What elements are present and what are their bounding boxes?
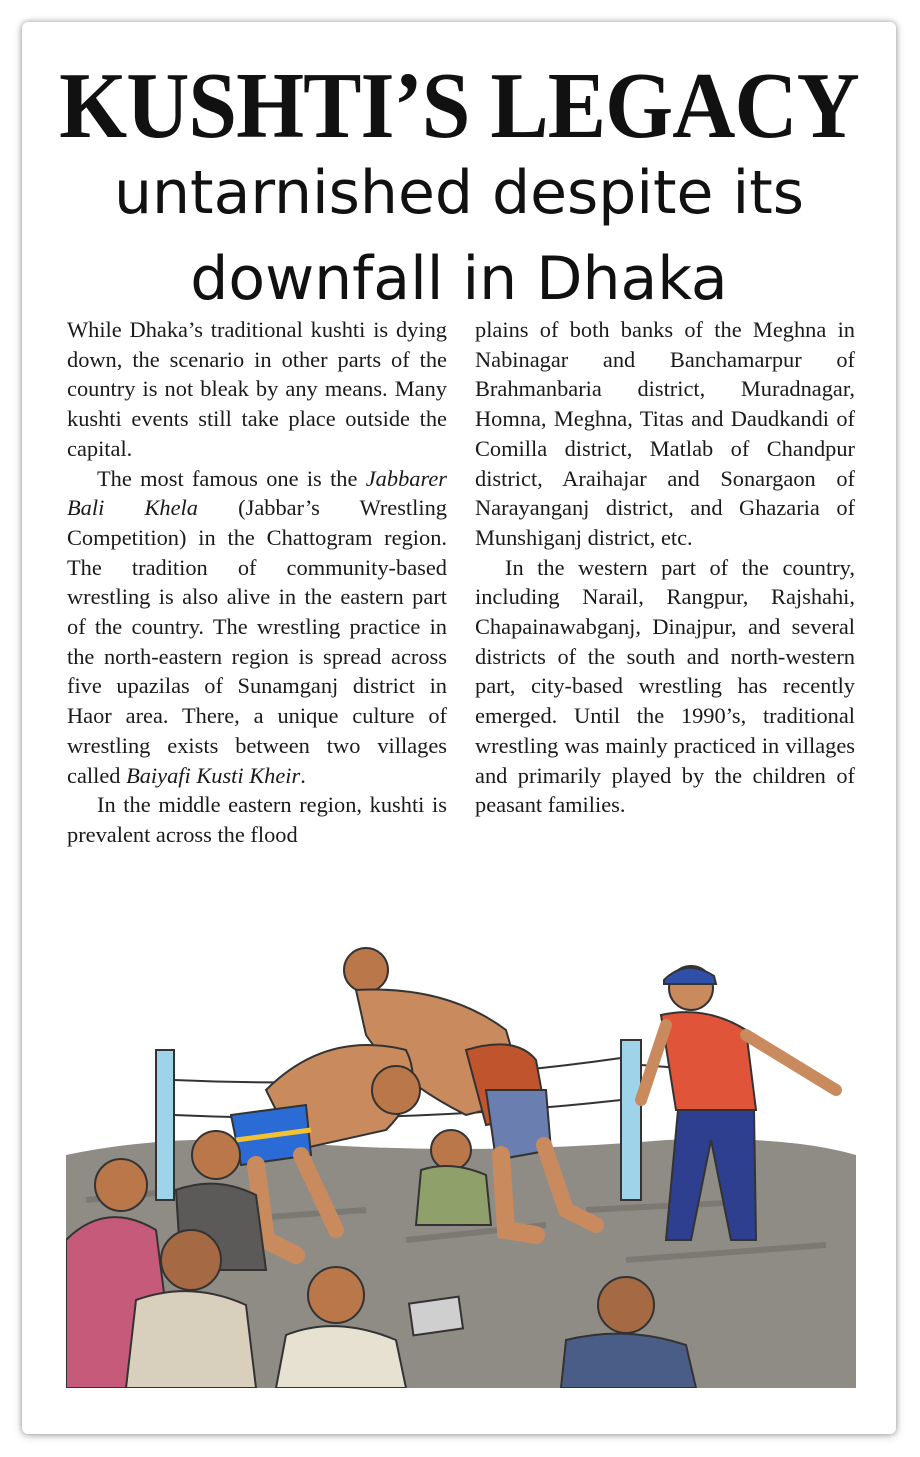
left-column	[67, 315, 447, 850]
ring-post-right	[621, 1040, 641, 1200]
paragraph: While Dhaka’s traditional kushti is dying down, the scenario in other parts of the country is not bleak by any means. Many kushti events still take place outside the capital.	[67, 317, 447, 461]
paragraph: In the middle eastern region, kushti is prevalent across the flood	[67, 792, 447, 847]
italic-term: Jabbarer Bali Khela	[67, 465, 447, 521]
paragraph: In the western part of the country, including Narail, Rangpur, Rajshahi, Chapainawabganj, Dinajpur, and several districts of the south and north-western part, city-based wrestling has recently emerged. Until the 1990’s, traditional wrestling was mainly practiced in villages and primarily played by the children of peasant families.	[475, 554, 855, 818]
subhead	[22, 150, 896, 322]
text-run: (Jabbar’s Wrestling Competition) in the Chattogram region. The tradition of community-based wrestling is also alive in the eastern part of the country. The wrestling practice in the north-eastern region is spread across five upazilas of Sunamganj district in Haor area. There, a unique culture of wrestling exists between two villages called	[67, 495, 447, 788]
text-run: The most famous one is the	[97, 465, 366, 491]
headline: KUSHTI’S LEGACY	[59, 54, 859, 158]
text-run: .	[300, 762, 306, 788]
italic-term: Baiyafi Kusti Kheir	[126, 762, 301, 788]
paragraph: plains of both banks of the Meghna in Nabinagar and Banchamarpur of Brahmanbaria district, Muradnagar, Homna, Meghna, Titas and Daudkandi of Comilla district, Matlab of Chandpur district, Araihajar and Sonargaon of Narayanganj district, and Ghazaria of Munshiganj district, etc.	[475, 317, 855, 550]
article-card	[22, 22, 896, 1434]
right-column	[475, 315, 855, 820]
wrestling-illustration	[66, 940, 856, 1388]
spectator-center	[416, 1130, 491, 1225]
ring-post-left	[156, 1050, 174, 1200]
subhead-line-2: downfall in Dhaka	[190, 244, 728, 314]
subhead-line-1: untarnished despite its	[114, 158, 804, 228]
paragraph	[67, 464, 447, 791]
